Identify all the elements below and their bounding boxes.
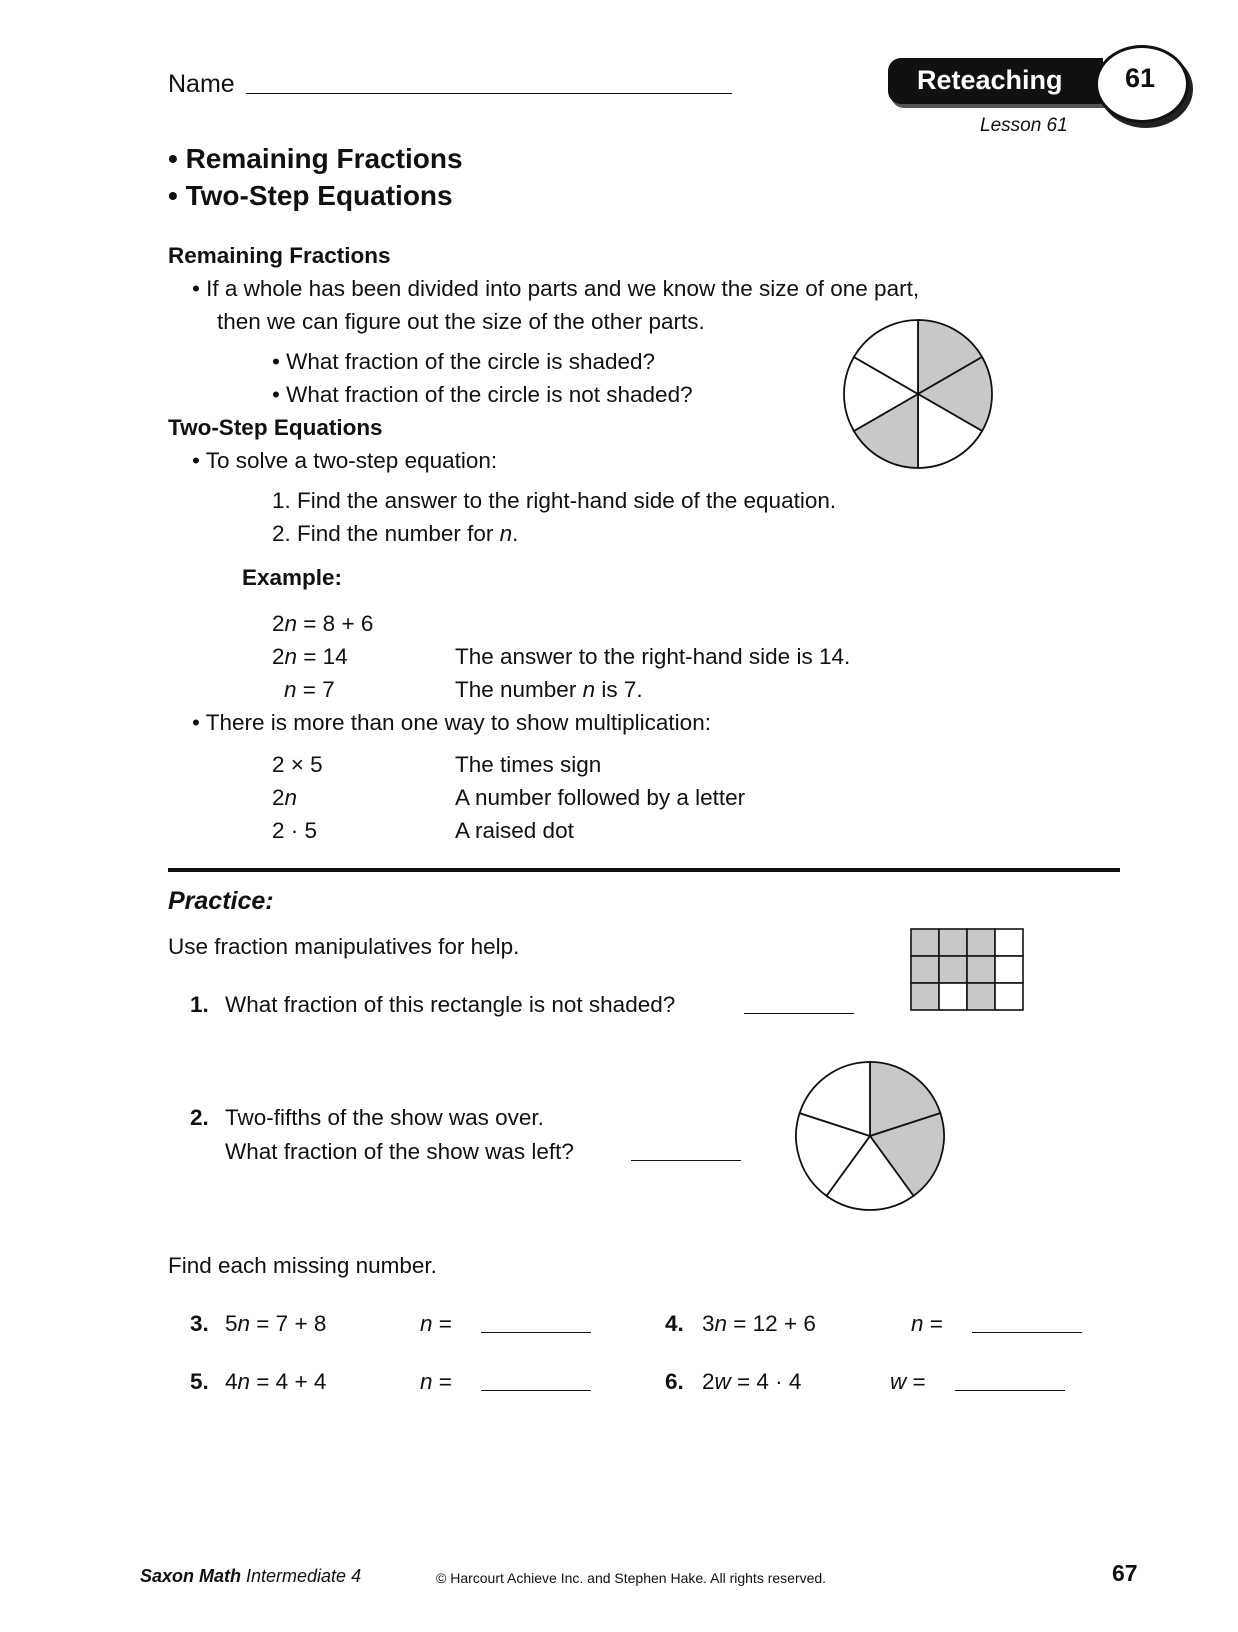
section-heading-two-step: Two-Step Equations <box>168 415 383 440</box>
problem-1-text: What fraction of this rectangle is not shaded? <box>225 992 676 1017</box>
mult-expr-letter: 2n <box>272 785 298 810</box>
section-divider <box>168 868 1120 872</box>
mult-desc-times: The times sign <box>455 752 602 777</box>
mult-expr-dot: 2 · 5 <box>272 818 318 843</box>
footer-book-title: Saxon Math Intermediate 4 <box>140 1566 362 1586</box>
problem-6-answer-label: w = <box>890 1369 926 1394</box>
practice-intro: Use fraction manipulatives for help. <box>168 934 520 959</box>
find-missing-instruction: Find each missing number. <box>168 1253 437 1278</box>
example-label: Example: <box>242 565 343 590</box>
name-field-line[interactable] <box>246 93 732 94</box>
badge-label: Reteaching <box>917 65 1063 95</box>
grid-cell <box>939 983 967 1010</box>
grid-cell <box>911 983 939 1010</box>
answer-blank-1[interactable] <box>744 1013 854 1014</box>
answer-blank-3[interactable] <box>481 1332 591 1333</box>
mult-expr-times: 2 × 5 <box>272 752 323 777</box>
remaining-question-1: • What fraction of the circle is shaded? <box>272 349 656 374</box>
section-heading-remaining: Remaining Fractions <box>168 243 391 268</box>
problem-1-number: 1. <box>190 992 209 1017</box>
example-note-2: The answer to the right-hand side is 14. <box>455 644 851 669</box>
problem-6-equation: 2w = 4 · 4 <box>702 1369 802 1394</box>
answer-blank-4[interactable] <box>972 1332 1082 1333</box>
remaining-bullet-line2: then we can figure out the size of the other parts. <box>217 309 705 334</box>
grid-cell <box>967 956 995 983</box>
problem-5-answer-label: n = <box>420 1369 452 1394</box>
name-label: Name <box>168 70 235 98</box>
example-equation-3: n = 7 <box>284 677 335 702</box>
problem-3-equation: 5n = 7 + 8 <box>225 1311 327 1336</box>
answer-blank-2[interactable] <box>631 1160 741 1161</box>
grid-cell <box>995 983 1023 1010</box>
problem-5-number: 5. <box>190 1369 209 1394</box>
problem-2-number: 2. <box>190 1105 209 1130</box>
problem-2-line2: What fraction of the show was left? <box>225 1139 574 1164</box>
lesson-label: Lesson 61 <box>980 115 1068 136</box>
step-1: 1. Find the answer to the right-hand side of the equation. <box>272 488 837 513</box>
answer-blank-6[interactable] <box>955 1390 1065 1391</box>
problem-3-number: 3. <box>190 1311 209 1336</box>
multiplication-bullet: • There is more than one way to show multiplication: <box>192 710 711 735</box>
problem-4-equation: 3n = 12 + 6 <box>702 1311 816 1336</box>
page-title-2: • Two-Step Equations <box>168 180 453 211</box>
practice-heading: Practice: <box>168 887 274 915</box>
step-2: 2. Find the number for n. <box>272 521 519 546</box>
sixths-circle-figure <box>838 314 998 474</box>
problem-5-equation: 4n = 4 + 4 <box>225 1369 327 1394</box>
problem-3-answer-label: n = <box>420 1311 452 1336</box>
two-step-bullet: • To solve a two-step equation: <box>192 448 498 473</box>
page-number: 67 <box>1112 1560 1138 1586</box>
grid-cell <box>995 956 1023 983</box>
remaining-bullet-line1: • If a whole has been divided into parts and we know the size of one part, <box>192 276 920 301</box>
grid-cell <box>911 929 939 956</box>
problem-2-line1: Two-fifths of the show was over. <box>225 1105 544 1130</box>
answer-blank-5[interactable] <box>481 1390 591 1391</box>
grid-cell <box>939 929 967 956</box>
fifths-circle-figure <box>790 1056 950 1216</box>
mult-desc-dot: A raised dot <box>455 818 574 843</box>
rectangle-grid-figure <box>910 928 1026 1014</box>
lesson-number: 61 <box>1124 63 1156 93</box>
problem-6-number: 6. <box>665 1369 684 1394</box>
mult-desc-letter: A number followed by a letter <box>455 785 746 810</box>
page-title-1: • Remaining Fractions <box>168 143 463 174</box>
footer-copyright: © Harcourt Achieve Inc. and Stephen Hake. All rights reserved. <box>436 1570 827 1586</box>
grid-cell <box>995 929 1023 956</box>
problem-4-number: 4. <box>665 1311 684 1336</box>
example-note-3: The number n is 7. <box>455 677 643 702</box>
problem-4-answer-label: n = <box>911 1311 943 1336</box>
grid-cell <box>911 956 939 983</box>
example-equation-1: 2n = 8 + 6 <box>272 611 374 636</box>
remaining-question-2: • What fraction of the circle is not shaded? <box>272 382 693 407</box>
grid-cell <box>967 983 995 1010</box>
grid-cell <box>967 929 995 956</box>
grid-cell <box>939 956 967 983</box>
example-equation-2: 2n = 14 <box>272 644 348 669</box>
